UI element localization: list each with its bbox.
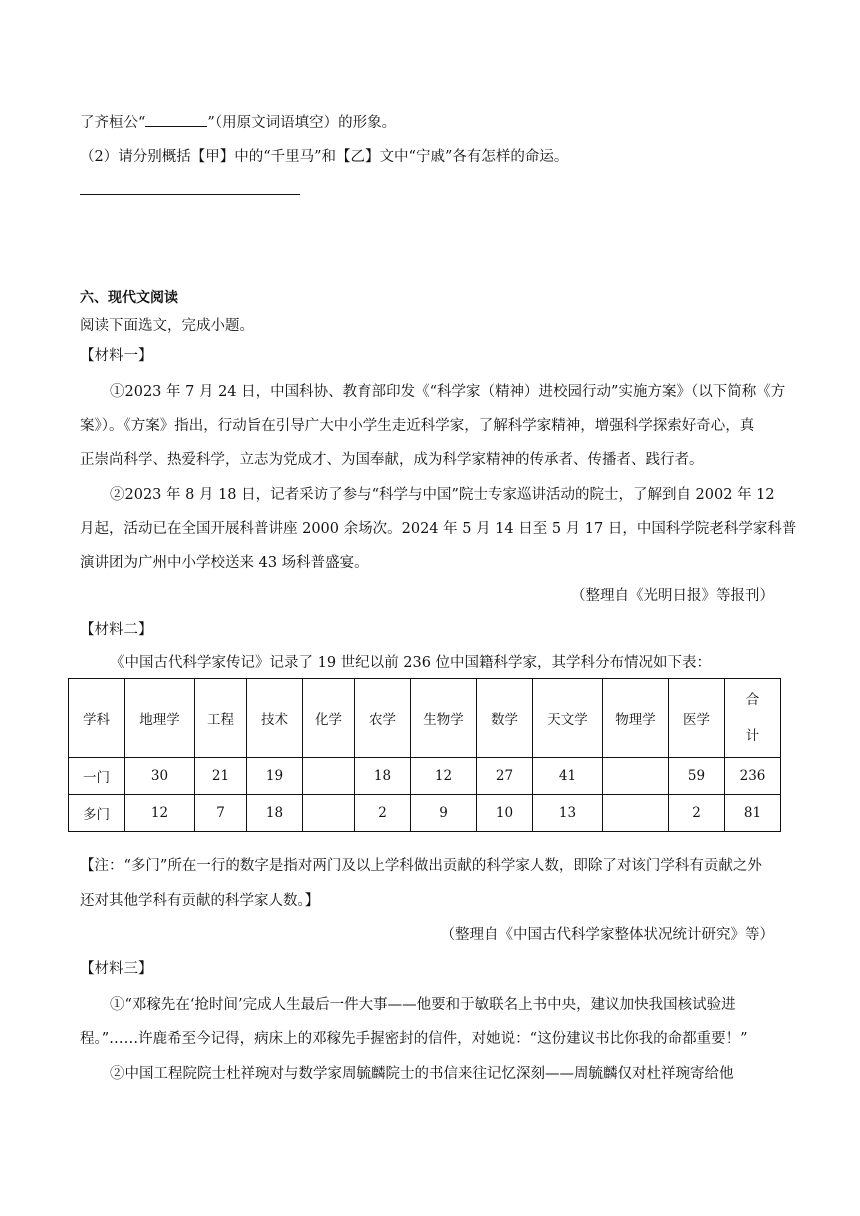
table-cell: 2: [669, 795, 725, 832]
table-cell: 12: [411, 758, 477, 795]
table-cell: 9: [411, 795, 477, 832]
fill-blank[interactable]: [145, 112, 207, 127]
table-header-cell: 物理学: [603, 679, 669, 758]
table-header-cell: 农学: [355, 679, 411, 758]
material3-p1-line2: 程。”……许鹿希至今记得，病床上的邓稼先手握密封的信件，对她说：“这份建议书比你我的命都重要！”: [80, 1031, 748, 1047]
table-header-cell: 生物学: [411, 679, 477, 758]
table-header-cell: 工程: [195, 679, 247, 758]
section-heading: 六、现代文阅读: [80, 290, 178, 306]
table-cell: 13: [533, 795, 603, 832]
table-header-cell: 地理学: [125, 679, 195, 758]
table-cell: 12: [125, 795, 195, 832]
material3-p2-line1: ②中国工程院院士杜祥琬对与数学家周毓麟院士的书信来往记忆深刻——周毓麟仅对杜祥琬寄给他: [110, 1066, 734, 1082]
question-continuation: 了齐桓公“ ”（用原文词语填空）的形象。: [80, 112, 396, 133]
section-instruction: 阅读下面选文，完成小题。: [80, 318, 254, 334]
table-cell: 59: [669, 758, 725, 795]
table-cell: 81: [725, 795, 781, 832]
table-header-row: [69, 679, 781, 758]
table-cell: [303, 795, 355, 832]
table-cell: 27: [477, 758, 533, 795]
material1-p1-line3: 正崇尚科学、热爱科学，立志为党成才、为国奉献，成为科学家精神的传承者、传播者、践行者。: [80, 452, 704, 468]
table-header-cell: 数学: [477, 679, 533, 758]
table-header-cell: 医学: [669, 679, 725, 758]
table-cell: 19: [247, 758, 303, 795]
question-2: （2）请分别概括【甲】中的“千里马”和【乙】文中“宁戚”各有怎样的命运。: [80, 149, 569, 165]
material2-note-line1: 【注：“多门”所在一行的数字是指对两门及以上学科做出贡献的科学家人数，即除了对该门学科有贡献之外: [80, 858, 762, 874]
answer-line[interactable]: [80, 194, 300, 195]
table-cell: 一门: [69, 758, 125, 795]
material2-source: （整理自《中国古代科学家整体状况统计研究》等）: [440, 927, 774, 943]
material1-p1-line1: ①2023 年 7 月 24 日，中国科协、教育部印发《“科学家（精神）进校园行动”实施方案》（以下简称《方: [110, 384, 786, 400]
table-cell: 30: [125, 758, 195, 795]
table-cell: 10: [477, 795, 533, 832]
table-cell: 236: [725, 758, 781, 795]
material1-label: 【材料一】: [80, 348, 153, 364]
total-header-top: 合: [745, 692, 760, 708]
subject-distribution-table: [68, 678, 781, 832]
table-header-cell: 天文学: [533, 679, 603, 758]
material2-intro: 《中国古代科学家传记》记录了 19 世纪以前 236 位中国籍科学家，其学科分布情况如下表：: [110, 655, 712, 671]
table-row: [69, 758, 781, 795]
total-header-bottom: 计: [745, 728, 760, 744]
material1-p1-line2: 案》）。《方案》指出，行动旨在引导广大中小学生走近科学家，了解科学家精神，增强科学探索好奇心，真: [80, 418, 755, 434]
table-header-cell: 技术: [247, 679, 303, 758]
table-cell: 41: [533, 758, 603, 795]
table-cell: 18: [355, 758, 411, 795]
table-header-cell: 化学: [303, 679, 355, 758]
table-cell: 18: [247, 795, 303, 832]
material2-note-line2: 还对其他学科有贡献的科学家人数。】: [80, 893, 320, 909]
table-row: [69, 795, 781, 832]
material1-source: （整理自《光明日报》等报刊）: [571, 588, 774, 604]
table-header-cell: 学科: [69, 679, 125, 758]
table-header-total: [725, 679, 781, 758]
table-cell: 21: [195, 758, 247, 795]
table-cell: 2: [355, 795, 411, 832]
table-cell: [303, 758, 355, 795]
table-cell: [603, 795, 669, 832]
material1-p2-line3: 演讲团为广州中小学校送来 43 场科普盛宴。: [80, 555, 369, 571]
material1-p2-line2: 月起，活动已在全国开展科普讲座 2000 余场次。2024 年 5 月 14 日至 5 月 17 日，中国科学院老科学家科普: [80, 521, 797, 537]
material1-p2-line1: ②2023 年 8 月 18 日，记者采访了参与“科学与中国”院士专家巡讲活动的院士，了解到自 2002 年 12: [110, 487, 775, 503]
table-cell: 多门: [69, 795, 125, 832]
material3-label: 【材料三】: [80, 961, 153, 977]
material2-label: 【材料二】: [80, 622, 153, 638]
table-cell: [603, 758, 669, 795]
table-cell: 7: [195, 795, 247, 832]
material3-p1-line1: ①“邓稼先在‘抢时间’完成人生最后一件大事——他要和于敏联名上书中央，建议加快我国核试验进: [110, 997, 736, 1013]
